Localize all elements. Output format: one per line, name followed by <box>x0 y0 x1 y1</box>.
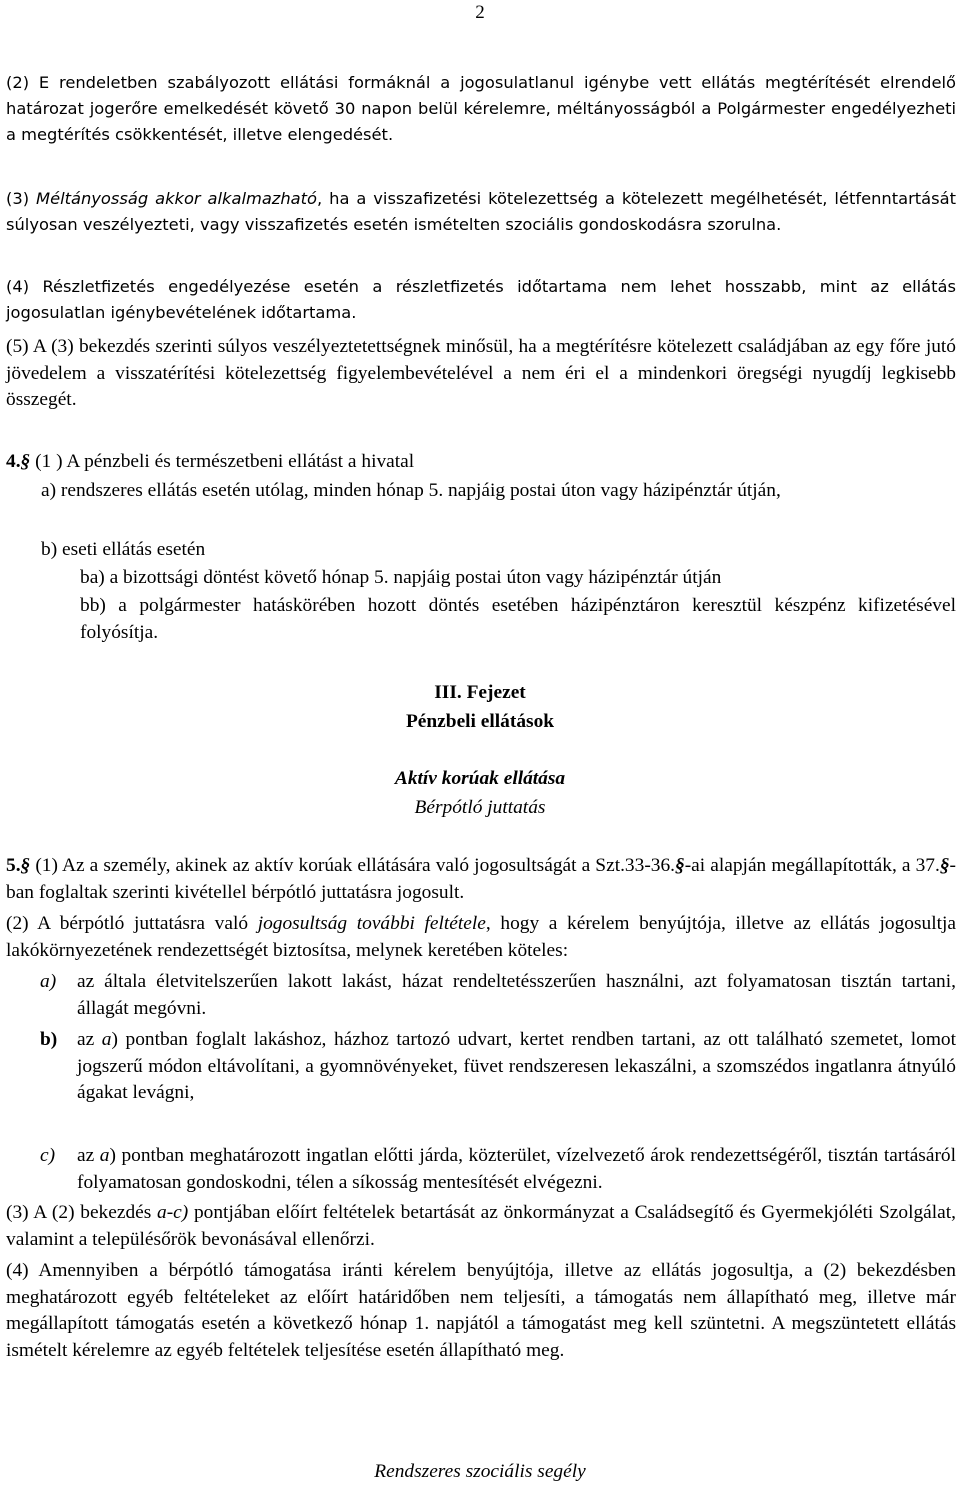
section-sign-icon: § <box>20 451 31 472</box>
list-item-text-b: ) pontban meghatározott ingatlan előtti járda, közterület, vízelvezető árok rendezettségéről, tisztán tartásáról folyamatosan gondoskodni, télen a síkosság mentesítését elvégezni. <box>77 1145 956 1193</box>
list-item-text-italic: a <box>101 1029 112 1050</box>
section-5-p2-text-b: , hogy a kérelem benyújtója, illetve az ellátás jogosultja lakókörnyezetének rendezettségét biztosítsa, melynek keretében köteles: <box>6 913 956 961</box>
section-sign-icon: § <box>939 855 950 876</box>
subtitle-wage-replacement: Bérpótló juttatás <box>414 797 546 818</box>
section-5-p3-text-b: pontjában előírt feltételek betartását az önkormányzat a Családsegítő és Gyermekjóléti Szolgálat, valamint a településőrök bevonásával ellenőrzi. <box>6 1202 956 1250</box>
chapter-title: Pénzbeli ellátások <box>405 711 555 732</box>
section-4-item-b: b) eseti ellátás esetén <box>41 539 206 560</box>
section-4-paragraph-1: (1 ) A pénzbeli és természetbeni ellátást a hivatal <box>30 451 415 472</box>
chapter-number: III. Fejezet <box>434 682 526 703</box>
section-5-p1-text-a: (1) Az a személy, akinek az aktív korúak ellátására való jogosultságát a Szt.33-36. <box>30 855 676 876</box>
section-5-paragraph-2 <box>6 911 956 964</box>
section-sign-icon: § <box>20 855 31 876</box>
page-number: 2 <box>475 2 485 23</box>
footer-heading: Rendszeres szociális segély <box>374 1461 586 1482</box>
list-marker-text: b) <box>40 1029 58 1050</box>
paragraph-3-italic: Méltányosság akkor alkalmazható <box>36 189 317 208</box>
section-5-p2-text-a: (2) A bérpótló juttatásra való <box>6 913 258 934</box>
paragraph-5: (5) A (3) bekezdés szerinti súlyos veszélyeztetettségnek minősül, ha a megtérítésre kötelezett családjában az egy főre jutó jövedelem a visszatérítési kötelezettség figyelembevételével a nem éri el a mindenkori öregségi nyugdíj legkisebb összegét. <box>6 336 956 410</box>
paragraph-3 <box>6 186 956 238</box>
list-item <box>6 969 956 1027</box>
section-5-paragraph-1 <box>6 853 956 906</box>
obligations-list <box>6 969 956 1196</box>
paragraph-2: (2) E rendeletben szabályozott ellátási formáknál a jogosulatlanul igénybe vett ellátás megtérítését elrendelő határozat jogerőre emelkedését követő 30 napon belül kérelemre, méltányosságból a Polgármester engedélyezheti a megtérítés csökkentését, illetve elengedését. <box>6 73 956 144</box>
section-5-number: 5. <box>6 855 21 876</box>
section-4-item-ba: ba) a bizottsági döntést követő hónap 5. napjáig postai úton vagy házipénztár útján <box>80 567 722 588</box>
section-5-p3-text-a: (3) A (2) bekezdés <box>6 1202 158 1223</box>
section-4-heading <box>6 449 956 476</box>
list-item <box>6 1027 956 1143</box>
list-item-text <box>77 1143 956 1196</box>
section-sign-icon: § <box>675 855 685 876</box>
list-marker <box>6 1143 77 1196</box>
section-4-number: 4. <box>6 451 21 472</box>
list-item-text: az általa életvitelszerűen lakott lakást, házat rendeltetésszerűen használni, azt folyamatosan tisztán tartani, állagát megóvni. <box>77 971 956 1019</box>
paragraph-4: (4) Részletfizetés engedélyezése esetén a részletfizetés időtartama nem lehet hosszabb, mint az ellátás jogosulatlan igénybevételének időtartama. <box>6 277 956 322</box>
list-marker <box>6 969 77 1027</box>
list-marker-text: a) <box>40 971 57 992</box>
section-5-paragraph-3 <box>6 1200 956 1253</box>
subtitle-active-age: Aktív korúak ellátása <box>394 768 566 789</box>
section-4-item-bb: bb) a polgármester hatáskörében hozott döntés esetében házipénztáron keresztül készpénz kifizetésével folyósítja. <box>80 595 956 643</box>
list-item-text-italic: a <box>99 1145 110 1166</box>
section-5-paragraph-4: (4) Amennyiben a bérpótló támogatása iránti kérelem benyújtója, illetve az ellátás jogosultja, a (2) bekezdésben meghatározott egyéb feltételeket az előírt határidőben nem teljesíti, a támogatás nem állapítható meg, illetve már megállapított támogatás esetén a következő hónap 1. napjától a támogatást meg kell szüntetni. A megszüntetett ellátás ismételt kérelemre az egyéb feltételek teljesítése esetén állapítható meg. <box>6 1260 956 1361</box>
list-marker-text: c) <box>40 1145 56 1166</box>
section-5-p3-italic: a-c) <box>157 1202 189 1223</box>
paragraph-3-label: (3) <box>6 189 37 208</box>
list-marker <box>6 1027 77 1143</box>
section-5-p1-text-c: -ban foglaltak szerinti kivétellel bérpótló juttatásra jogosult. <box>6 855 956 903</box>
list-item-text-b: ) pontban foglalt lakáshoz, házhoz tartozó udvart, kertet rendben tartani, az ott található szemetet, lomot jogszerű módon eltávolítani, a gyomnövényeket, füvet rendszeresen lekaszálni, a szomszédos ingatlanra átnyúló ágakat levágni, <box>77 1029 957 1103</box>
section-4-item-a: a) rendszeres ellátás esetén utólag, minden hónap 5. napjáig postai úton vagy házipénztár útján, <box>41 480 781 501</box>
section-5-p2-italic: jogosultság további feltétele <box>257 913 486 934</box>
list-item-text-a: az <box>77 1029 102 1050</box>
section-5-p1-text-b: -ai alapján megállapították, a 37. <box>684 855 940 876</box>
list-item-text <box>77 1027 956 1143</box>
list-item <box>6 1143 956 1196</box>
paragraph-3-rest: , ha a visszafizetési kötelezettség a kötelezett megélhetését, létfenntartását súlyosan veszélyezteti, vagy visszafizetés esetén ismételten szociális gondoskodásra szorulna. <box>6 189 956 234</box>
list-item-text-a: az <box>77 1145 100 1166</box>
